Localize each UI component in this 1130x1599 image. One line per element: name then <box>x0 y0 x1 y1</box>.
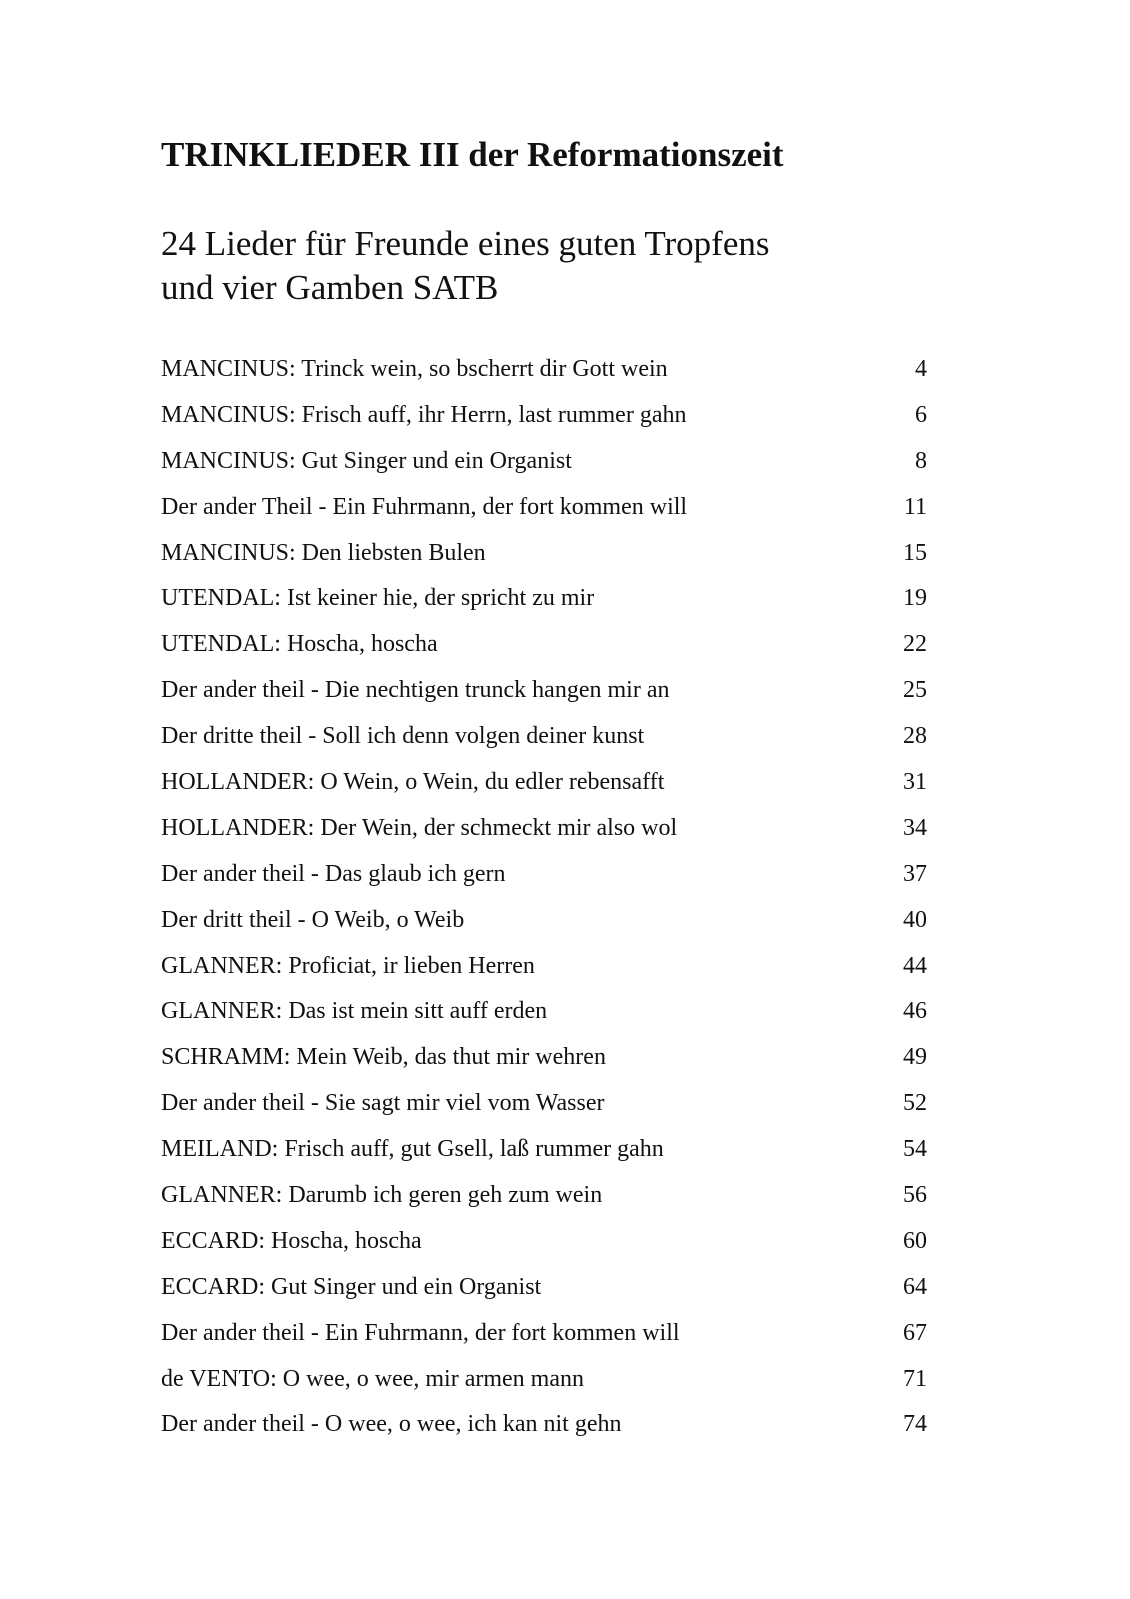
toc-entry-title: GLANNER: Das ist mein sitt auff erden <box>161 998 548 1025</box>
toc-entry <box>161 721 927 767</box>
toc-entry <box>161 538 927 584</box>
toc-entry-page-number: 67 <box>903 1319 927 1346</box>
toc-entry-title: Der ander theil - Das glaub ich gern <box>161 860 506 887</box>
toc-entry <box>161 813 927 859</box>
toc-entry <box>161 996 927 1042</box>
toc-entry <box>161 446 927 492</box>
toc-entry-title: Der ander theil - Sie sagt mir viel vom Wasser <box>161 1090 605 1117</box>
toc-entry-page-number: 60 <box>903 1227 927 1254</box>
toc-entry-title: Der dritt theil - O Weib, o Weib <box>161 906 465 933</box>
toc-entry <box>161 951 927 997</box>
toc-entry <box>161 767 927 813</box>
toc-entry-title: HOLLANDER: Der Wein, der schmeckt mir also wol <box>161 814 678 841</box>
toc-entry <box>161 583 927 629</box>
toc-entry-title: ECCARD: Gut Singer und ein Organist <box>161 1273 542 1300</box>
toc-entry-page-number: 8 <box>915 447 927 474</box>
toc-entry-page-number: 34 <box>903 814 927 841</box>
toc-entry-page-number: 19 <box>903 585 927 612</box>
table-of-contents <box>161 354 927 1455</box>
toc-entry <box>161 492 927 538</box>
toc-entry-title: de VENTO: O wee, o wee, mir armen mann <box>161 1365 584 1392</box>
toc-entry <box>161 675 927 721</box>
toc-entry-page-number: 74 <box>903 1411 927 1438</box>
toc-entry-title: UTENDAL: Hoscha, hoscha <box>161 631 438 658</box>
toc-entry <box>161 1318 927 1364</box>
toc-entry-page-number: 6 <box>915 401 927 428</box>
toc-entry-page-number: 31 <box>903 769 927 796</box>
toc-entry-page-number: 71 <box>903 1365 927 1392</box>
toc-entry-title: GLANNER: Proficiat, ir lieben Herren <box>161 952 535 979</box>
toc-entry-title: ECCARD: Hoscha, hoscha <box>161 1227 422 1254</box>
toc-entry-page-number: 28 <box>903 723 927 750</box>
toc-entry <box>161 400 927 446</box>
toc-entry-title: HOLLANDER: O Wein, o Wein, du edler rebensafft <box>161 769 665 796</box>
toc-entry-page-number: 25 <box>903 677 927 704</box>
toc-entry-title: GLANNER: Darumb ich geren geh zum wein <box>161 1182 603 1209</box>
toc-entry-title: Der dritte theil - Soll ich denn volgen deiner kunst <box>161 723 645 750</box>
toc-entry-page-number: 37 <box>903 860 927 887</box>
toc-entry-title: UTENDAL: Ist keiner hie, der spricht zu mir <box>161 585 595 612</box>
subtitle-line-1: 24 Lieder für Freunde eines guten Tropfens <box>161 224 770 263</box>
toc-entry <box>161 1364 927 1410</box>
toc-entry <box>161 1042 927 1088</box>
toc-entry-title: Der ander theil - O wee, o wee, ich kan nit gehn <box>161 1411 622 1438</box>
toc-entry <box>161 1180 927 1226</box>
toc-entry-title: MEILAND: Frisch auff, gut Gsell, laß rummer gahn <box>161 1136 664 1163</box>
toc-entry-title: MANCINUS: Den liebsten Bulen <box>161 539 486 566</box>
toc-entry-title: MANCINUS: Frisch auff, ihr Herrn, last rummer gahn <box>161 401 687 428</box>
document-title: TRINKLIEDER III der Reformationszeit <box>161 135 784 174</box>
toc-entry-page-number: 22 <box>903 631 927 658</box>
toc-entry-title: MANCINUS: Trinck wein, so bscherrt dir Gott wein <box>161 356 668 382</box>
toc-entry <box>161 1226 927 1272</box>
toc-entry <box>161 1088 927 1134</box>
toc-entry-page-number: 52 <box>903 1090 927 1117</box>
toc-entry <box>161 1272 927 1318</box>
toc-entry-page-number: 54 <box>903 1136 927 1163</box>
toc-entry-title: Der ander theil - Ein Fuhrmann, der fort kommen will <box>161 1319 680 1346</box>
toc-entry-page-number: 4 <box>915 356 927 382</box>
subtitle-line-2: und vier Gamben SATB <box>161 268 499 307</box>
toc-entry <box>161 354 927 400</box>
toc-entry-page-number: 11 <box>903 493 927 520</box>
toc-entry-page-number: 46 <box>903 998 927 1025</box>
toc-entry-page-number: 40 <box>903 906 927 933</box>
toc-entry <box>161 859 927 905</box>
toc-entry <box>161 1134 927 1180</box>
toc-entry <box>161 905 927 951</box>
toc-entry-page-number: 15 <box>903 539 927 566</box>
toc-entry <box>161 629 927 675</box>
toc-entry-page-number: 64 <box>903 1273 927 1300</box>
document-subtitle <box>161 222 769 310</box>
toc-entry-title: Der ander Theil - Ein Fuhrmann, der fort kommen will <box>161 493 688 520</box>
toc-entry-title: Der ander theil - Die nechtigen trunck hangen mir an <box>161 677 670 704</box>
toc-entry-title: SCHRAMM: Mein Weib, das thut mir wehren <box>161 1044 606 1071</box>
toc-entry <box>161 1409 927 1455</box>
toc-entry-page-number: 56 <box>903 1182 927 1209</box>
toc-entry-title: MANCINUS: Gut Singer und ein Organist <box>161 447 572 474</box>
toc-entry-page-number: 44 <box>903 952 927 979</box>
toc-entry-page-number: 49 <box>903 1044 927 1071</box>
